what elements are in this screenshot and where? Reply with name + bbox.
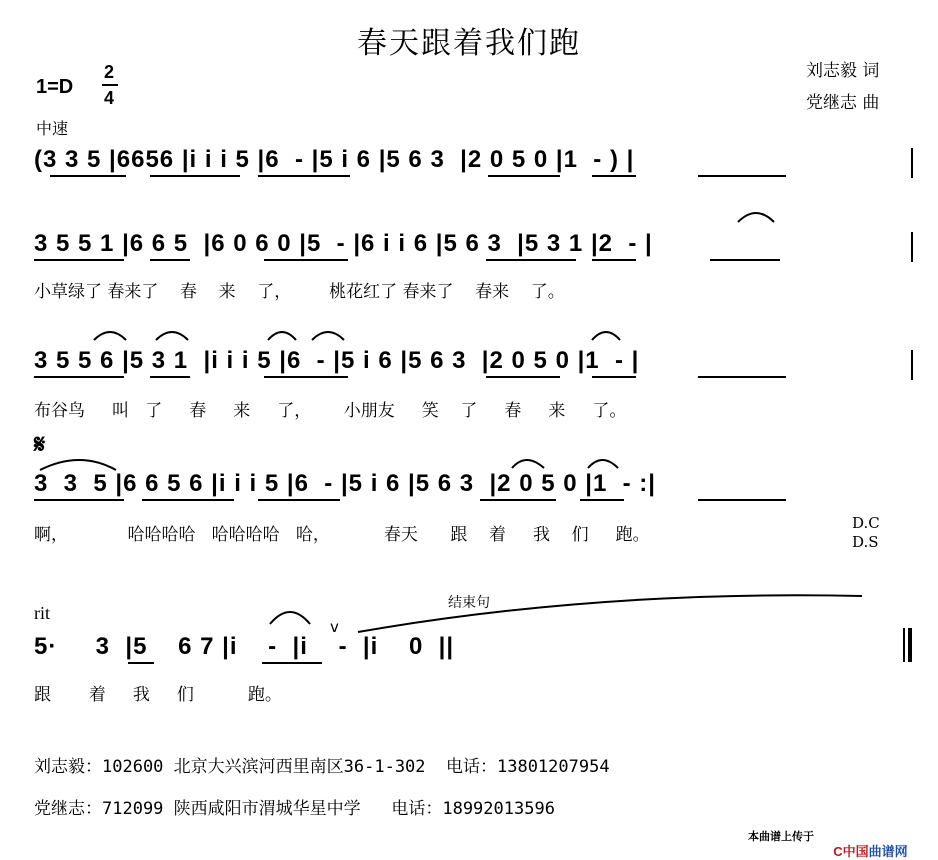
ds-marking: D.S <box>852 533 879 551</box>
contact-line-composer: 党继志：712099 陕西咸阳市渭城华星中学 电话：18992013596 <box>34 799 555 819</box>
ending-label: 结束句 <box>448 595 490 611</box>
logo-text-rest: 曲谱网 <box>868 844 908 859</box>
lyrics-line-3: 布谷鸟 叫 了 春 来 了， 小朋友 笑 了 春 来 了。 <box>34 401 627 421</box>
logo-mark-icon: C <box>833 844 843 859</box>
notation-line-5: 5· 3 |5 6 7 |i - |i - |i 0 || <box>34 633 455 660</box>
rit-marking: rit <box>34 603 50 623</box>
score-title: 春天跟着我们跑 <box>357 26 581 61</box>
site-logo[interactable] <box>826 826 908 860</box>
lyrics-line-4: 啊， 哈哈哈哈 哈哈哈哈 哈， 春天 跟 着 我 们 跑。 <box>34 525 650 545</box>
lyricist-credit: 刘志毅 词 <box>806 61 880 81</box>
tempo-marking: 中速 <box>36 119 69 138</box>
time-signature-top: 2 <box>104 62 115 82</box>
notation-line-1: (3 3 5 |6656 |i i i 5 |6 - |5 i 6 |5 6 3 |2 0 5 0 |1 - ) | <box>34 146 635 173</box>
notation-line-2: 3 5 5 1 |6 6 5 |6 0 6 0 |5 - |6 i i 6 |5 6 3 |5 3 1 |2 - | <box>34 230 653 257</box>
breath-mark: v <box>330 618 339 636</box>
composer-credit: 党继志 曲 <box>806 93 880 113</box>
lyrics-line-2: 小草绿了 春来了 春 来 了， 桃花红了 春来了 春来 了。 <box>34 282 565 302</box>
upload-note: 本曲谱上传于 <box>748 830 814 843</box>
contact-line-lyricist: 刘志毅：102600 北京大兴滨河西里南区36-1-302 电话：13801207954 <box>34 757 610 777</box>
lyrics-line-5: 跟 着 我 们 跑。 <box>34 685 282 705</box>
notation-line-4: 3 3 5 |6 6 5 6 |i i i 5 |6 - |5 i 6 |5 6 3 |2 0 5 0 |1 - :| <box>34 470 657 497</box>
time-signature-bottom: 4 <box>104 88 115 108</box>
notation-line-3: 3 5 5 6 |5 3 1 |i i i 5 |6 - |5 i 6 |5 6 3 |2 0 5 0 |1 - | <box>34 347 640 374</box>
key-signature: 1=D <box>36 76 74 98</box>
dc-marking: D.C <box>852 514 880 532</box>
segno-sign: 𝄋 <box>34 430 46 460</box>
logo-text-cn: 中国 <box>842 844 869 859</box>
